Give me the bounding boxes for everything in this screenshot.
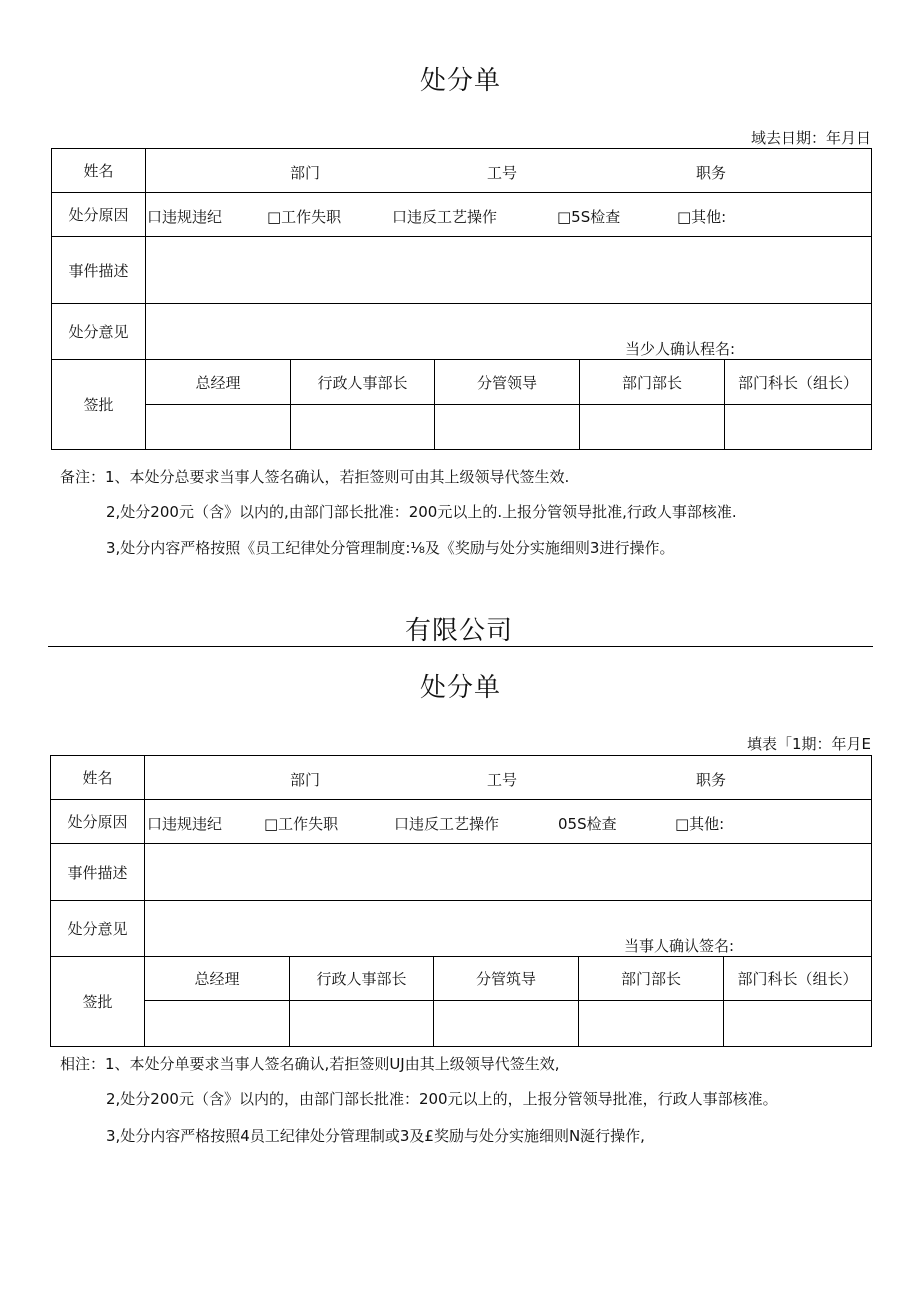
form2-reason-option-violation[interactable]: 口违规违纪 <box>147 815 223 833</box>
form2-date-line: 填表「1期：年月E <box>746 735 871 753</box>
form1-desc-label: 事件描述 <box>52 237 146 304</box>
form1-role-leader: 分管领导 <box>435 360 580 405</box>
form1-sign-section-head[interactable] <box>725 405 872 450</box>
form1-opinion-label: 处分意见 <box>52 304 146 360</box>
form1-sign-dept-head[interactable] <box>580 405 725 450</box>
form1-sign-leader[interactable] <box>435 405 580 450</box>
form2-note-3: 3,处分内容严格按照4员工纪律处分管理制或3及£奖励与处分实施细则N涎行操作, <box>106 1127 645 1145</box>
form1-note-2: 2,处分200元（含》以内的,由部门部长批准：200元以上的.上报分管领导批准,行政人事部核准. <box>106 503 737 521</box>
form1-dept-label: 部门 <box>290 164 321 182</box>
form2-title: 处分单 <box>420 673 502 703</box>
form2-row-sign-fields <box>51 1001 872 1047</box>
form1-role-gm: 总经理 <box>146 360 291 405</box>
form2-role-hr-head: 行政人事部长 <box>290 957 434 1001</box>
form1-row-name <box>52 149 872 193</box>
form2-row-name <box>51 756 872 800</box>
form2-sign-dept-head[interactable] <box>579 1001 724 1047</box>
form1-role-hr-head: 行政人事部长 <box>291 360 435 405</box>
form2-sign-label: 签批 <box>51 957 145 1047</box>
form2-divider <box>48 646 873 647</box>
form2-role-gm: 总经理 <box>145 957 290 1001</box>
form2-row-sign-roles <box>51 957 872 1001</box>
form1-reason-label: 处分原因 <box>52 193 146 237</box>
form2-sign-section-head[interactable] <box>724 1001 872 1047</box>
form1-confirm-signature: 当少人确认程名: <box>625 340 736 358</box>
form1-date-line: 域去日期：年月日 <box>750 129 871 147</box>
form1-role-section-head: 部门科长（组长） <box>725 360 872 405</box>
form2-desc-label: 事件描述 <box>51 844 145 901</box>
form1-name-fields[interactable] <box>146 149 872 193</box>
form1-reason-option-negligence[interactable]: □工作失职 <box>267 208 342 226</box>
form2-confirm-signature: 当事人确认签名: <box>624 937 735 955</box>
form1-desc-field[interactable] <box>146 237 872 304</box>
form2-row-desc <box>51 844 872 901</box>
form2-reason-label: 处分原因 <box>51 800 145 844</box>
form1-row-opinion <box>52 304 872 360</box>
form1-opinion-field[interactable] <box>146 304 872 360</box>
form2-desc-field[interactable] <box>145 844 872 901</box>
form2-reason-option-negligence[interactable]: □工作失职 <box>264 815 339 833</box>
form2-name-fields[interactable] <box>145 756 872 800</box>
form2-company: 有限公司 <box>405 616 514 646</box>
form1-table <box>51 148 872 450</box>
form1-sign-gm[interactable] <box>146 405 291 450</box>
form1-sign-hr-head[interactable] <box>291 405 435 450</box>
form2-opinion-label: 处分意见 <box>51 901 145 957</box>
form2-dept-label: 部门 <box>290 771 321 789</box>
form1-name-label: 姓名 <box>52 149 146 193</box>
form2-note-2: 2,处分200元（含》以内的，由部门部长批准：200元以上的，上报分管领导批准，行政人事部核准。 <box>106 1090 778 1108</box>
form1-note-1: 备注：1、本处分总要求当事人签名确认，若拒签则可由其上级领导代签生效. <box>60 468 570 486</box>
form1-id-label: 工号 <box>487 164 518 182</box>
form2-name-label: 姓名 <box>51 756 145 800</box>
form1-role-dept-head: 部门部长 <box>580 360 725 405</box>
form2-role-dept-head: 部门部长 <box>579 957 724 1001</box>
form2-sign-leader[interactable] <box>434 1001 579 1047</box>
form2-id-label: 工号 <box>487 771 518 789</box>
form1-title: 处分单 <box>420 66 502 96</box>
form1-reason-option-5s[interactable]: □5S检查 <box>557 208 621 226</box>
form2-row-reason <box>51 800 872 844</box>
form1-note-3: 3,处分内容严格按照《员工纪律处分管理制度:⅛及《奖励与处分实施细则3进行操作。 <box>106 539 675 557</box>
form2-row-opinion <box>51 901 872 957</box>
form2-reason-option-other[interactable]: □其他: <box>675 815 725 833</box>
form2-role-leader: 分管筑导 <box>434 957 579 1001</box>
form1-row-sign-roles <box>52 360 872 405</box>
form1-sign-label: 签批 <box>52 360 146 450</box>
form1-reason-option-other[interactable]: □其他: <box>677 208 727 226</box>
form2-role-section-head: 部门科长（组长） <box>724 957 872 1001</box>
form1-reason-option-violation[interactable]: 口违规违纪 <box>147 208 223 226</box>
form2-table <box>50 755 872 1047</box>
form2-reason-option-process[interactable]: 口违反工艺操作 <box>394 815 500 833</box>
form1-row-desc <box>52 237 872 304</box>
form2-sign-gm[interactable] <box>145 1001 290 1047</box>
form2-reason-options <box>145 800 872 844</box>
form1-reason-option-process[interactable]: 口违反工艺操作 <box>392 208 498 226</box>
form1-row-reason <box>52 193 872 237</box>
form2-note-1: 相注：1、本处分单要求当事人签名确认,若拒签则UJ由其上级领导代签生效, <box>60 1055 560 1073</box>
form2-position-label: 职务 <box>696 771 727 789</box>
form1-row-sign-fields <box>52 405 872 450</box>
form2-opinion-field[interactable] <box>145 901 872 957</box>
form2-sign-hr-head[interactable] <box>290 1001 434 1047</box>
form1-reason-options <box>146 193 872 237</box>
form2-reason-option-5s[interactable]: 05S检查 <box>558 815 617 833</box>
form1-position-label: 职务 <box>696 164 727 182</box>
